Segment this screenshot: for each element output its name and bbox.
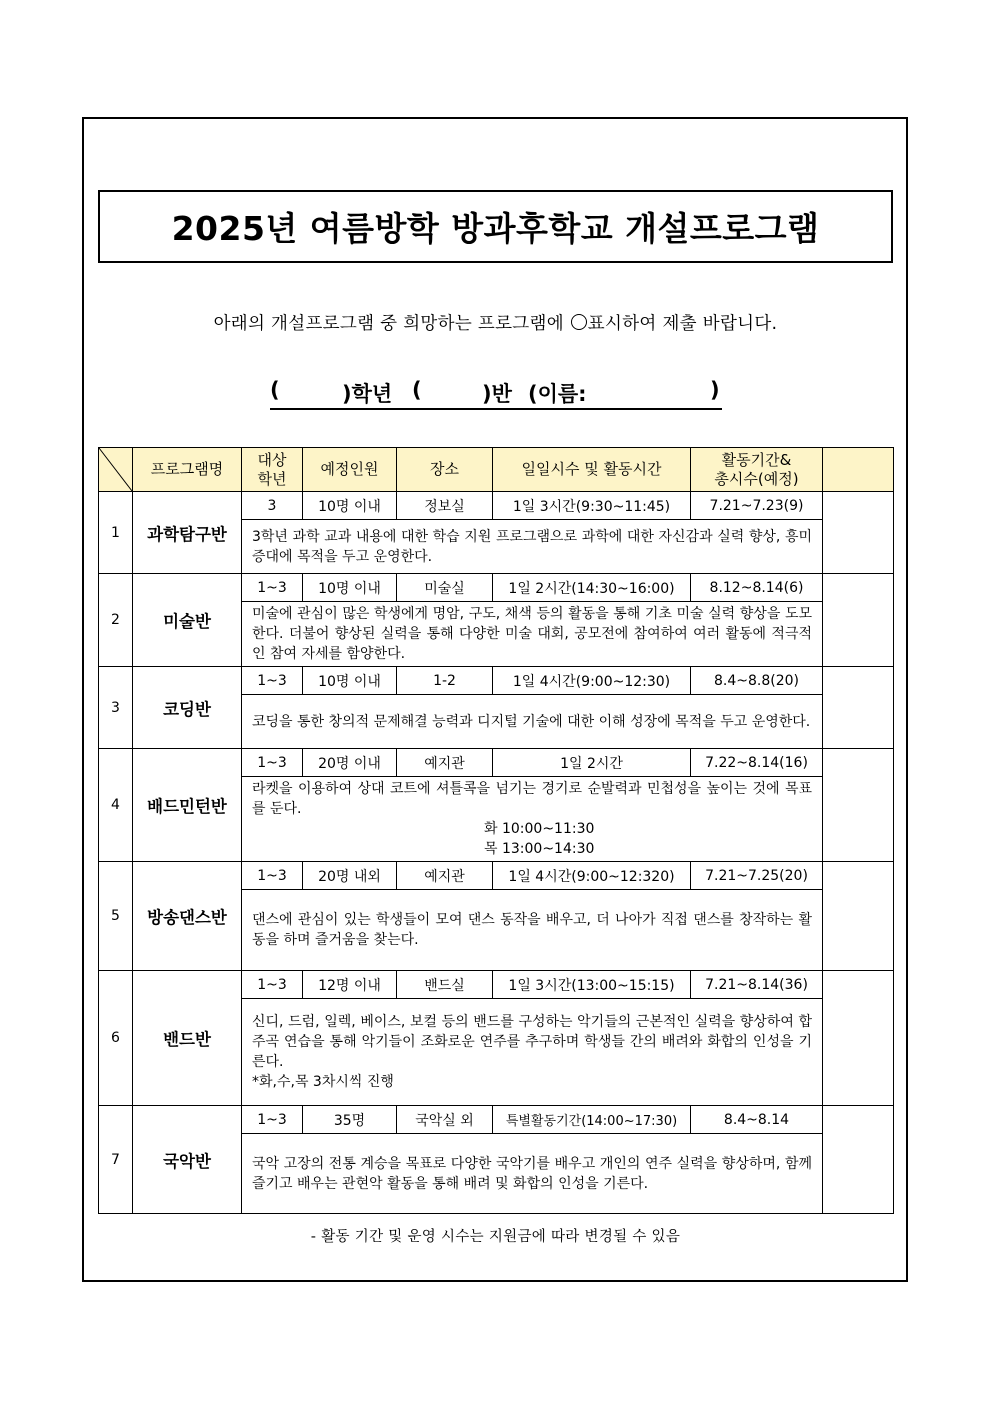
class-label: )반 (482, 382, 512, 406)
program-time: 1일 3시간(9:30~11:45) (493, 492, 691, 520)
grade-label: )학년 (342, 382, 393, 406)
program-number: 7 (99, 1106, 133, 1214)
program-name: 미술반 (133, 574, 242, 667)
program-capacity: 10명 이내 (303, 492, 397, 520)
program-name: 밴드반 (133, 971, 242, 1106)
grade-open-paren: ( (270, 378, 280, 402)
circle-mark-icon (571, 314, 587, 330)
header-period-line1: 활동기간& (721, 450, 792, 469)
program-grade: 1~3 (242, 971, 303, 999)
program-time: 1일 4시간(9:00~12:30) (493, 667, 691, 695)
header-select[interactable] (823, 448, 894, 492)
program-period: 7.21~7.25(20) (691, 862, 823, 890)
program-description-text: 신디, 드럼, 일렉, 베이스, 보컬 등의 밴드를 구성하는 악기들의 근본적인 실력을 향상하여 합주곡 연습을 통해 악기들이 조화로운 연주를 추구하며 학생들 간의 배려와 화합의 인성을 기른다. (252, 1014, 812, 1070)
program-period: 7.22~8.14(16) (691, 749, 823, 777)
program-capacity: 20명 이내 (303, 749, 397, 777)
program-number: 4 (99, 749, 133, 862)
instruction-text-1: 아래의 개설프로그램 중 희망하는 프로그램에 (213, 314, 570, 334)
program-description: 국악 고장의 전통 계승을 목표로 다양한 국악기를 배우고 개인의 연주 실력을 향상하며, 함께 즐기고 배우는 관현악 활동을 통해 배려 및 화합의 인성을 기른다. (242, 1134, 823, 1214)
header-schedule: 일일시수 및 활동시간 (493, 448, 691, 492)
program-select-cell[interactable] (823, 862, 894, 971)
page-title: 2025년 여름방학 방과후학교 개설프로그램 (171, 209, 820, 248)
table-row (99, 492, 894, 520)
diagonal-line (99, 448, 132, 491)
name-close-paren: ) (710, 378, 720, 402)
table-row (99, 667, 894, 695)
program-grade: 1~3 (242, 862, 303, 890)
program-place: 1-2 (397, 667, 493, 695)
program-grade: 1~3 (242, 667, 303, 695)
program-capacity: 10명 이내 (303, 574, 397, 602)
program-grade: 1~3 (242, 1106, 303, 1134)
program-name: 방송댄스반 (133, 862, 242, 971)
header-target (242, 448, 303, 492)
program-name: 과학탐구반 (133, 492, 242, 574)
program-capacity: 10명 이내 (303, 667, 397, 695)
program-description: 코딩을 통한 창의적 문제해결 능력과 디지털 기술에 대한 이해 성장에 목적을 두고 운영한다. (242, 695, 823, 749)
header-place: 장소 (397, 448, 493, 492)
program-grade: 1~3 (242, 749, 303, 777)
program-period: 8.4~8.14 (691, 1106, 823, 1134)
program-time: 특별활동기간(14:00~17:30) (493, 1106, 691, 1134)
program-capacity: 35명 (303, 1106, 397, 1134)
program-place: 밴드실 (397, 971, 493, 999)
program-select-cell[interactable] (823, 492, 894, 574)
footnote: - 활동 기간 및 운영 시수는 지원금에 따라 변경될 수 있음 (310, 1229, 681, 1245)
program-schedule-tue: 화 10:00~11:30 (484, 821, 595, 837)
header-period-line2: 총시수(예정) (714, 469, 799, 488)
program-place: 정보실 (397, 492, 493, 520)
program-select-cell[interactable] (823, 574, 894, 667)
table-header-row (99, 448, 894, 492)
program-number: 5 (99, 862, 133, 971)
program-grade: 1~3 (242, 574, 303, 602)
program-capacity: 20명 내외 (303, 862, 397, 890)
table-row (99, 574, 894, 602)
table-row (99, 1106, 894, 1134)
program-number: 2 (99, 574, 133, 667)
program-select-cell[interactable] (823, 971, 894, 1106)
program-number: 6 (99, 971, 133, 1106)
program-name: 국악반 (133, 1106, 242, 1214)
header-capacity: 예정인원 (303, 448, 397, 492)
program-table (98, 447, 894, 1214)
header-diagonal-cell (99, 448, 133, 492)
program-name: 배드민턴반 (133, 749, 242, 862)
program-schedule-thu: 목 13:00~14:30 (484, 841, 595, 857)
program-place: 예지관 (397, 862, 493, 890)
title-box (98, 190, 893, 263)
table-row (99, 749, 894, 777)
instruction (98, 310, 893, 335)
program-time: 1일 2시간(14:30~16:00) (493, 574, 691, 602)
program-number: 3 (99, 667, 133, 749)
program-capacity: 12명 이내 (303, 971, 397, 999)
program-name: 코딩반 (133, 667, 242, 749)
program-grade: 3 (242, 492, 303, 520)
header-program: 프로그램명 (133, 448, 242, 492)
table-row (99, 862, 894, 890)
program-place: 국악실 외 (397, 1106, 493, 1134)
name-label: (이름: (528, 382, 587, 406)
class-open-paren: ( (412, 378, 422, 402)
program-description: 3학년 과학 교과 내용에 대한 학습 지원 프로그램으로 과학에 대한 자신감과 실력 향상, 흥미 증대에 목적을 두고 운영한다. (242, 520, 823, 574)
program-time: 1일 4시간(9:00~12:320) (493, 862, 691, 890)
program-time: 1일 3시간(13:00~15:15) (493, 971, 691, 999)
program-description: 댄스에 관심이 있는 학생들이 모여 댄스 동작을 배우고, 더 나아가 직접 댄스를 창작하는 활동을 하며 즐거움을 찾는다. (242, 890, 823, 971)
program-number: 1 (99, 492, 133, 574)
program-select-cell[interactable] (823, 667, 894, 749)
student-info-line[interactable] (270, 378, 722, 410)
table-row (99, 971, 894, 999)
program-period: 7.21~7.23(9) (691, 492, 823, 520)
program-description (242, 777, 823, 862)
program-period: 7.21~8.14(36) (691, 971, 823, 999)
program-period: 8.12~8.14(6) (691, 574, 823, 602)
program-place: 예지관 (397, 749, 493, 777)
program-place: 미술실 (397, 574, 493, 602)
program-select-cell[interactable] (823, 749, 894, 862)
program-description-text: 라켓을 이용하여 상대 코트에 셔틀콕을 넘기는 경기로 순발력과 민첩성을 높이는 것에 목표를 둔다. (252, 781, 812, 817)
header-target-line1: 대상 (257, 450, 287, 469)
header-period (691, 448, 823, 492)
program-note: *화,수,목 3차시씩 진행 (252, 1074, 394, 1090)
program-period: 8.4~8.8(20) (691, 667, 823, 695)
program-description (242, 999, 823, 1106)
program-time: 1일 2시간 (493, 749, 691, 777)
instruction-text-2: 표시하여 제출 바랍니다. (587, 314, 778, 334)
header-target-line2: 학년 (257, 469, 287, 488)
program-description: 미술에 관심이 많은 학생에게 명암, 구도, 채색 등의 활동을 통해 기초 미술 실력 향상을 도모한다. 더불어 향상된 실력을 통해 다양한 미술 대회, 공모전에 참여하여 여러 활동에 적극적인 참여 자세를 함양한다. (242, 602, 823, 667)
program-select-cell[interactable] (823, 1106, 894, 1214)
